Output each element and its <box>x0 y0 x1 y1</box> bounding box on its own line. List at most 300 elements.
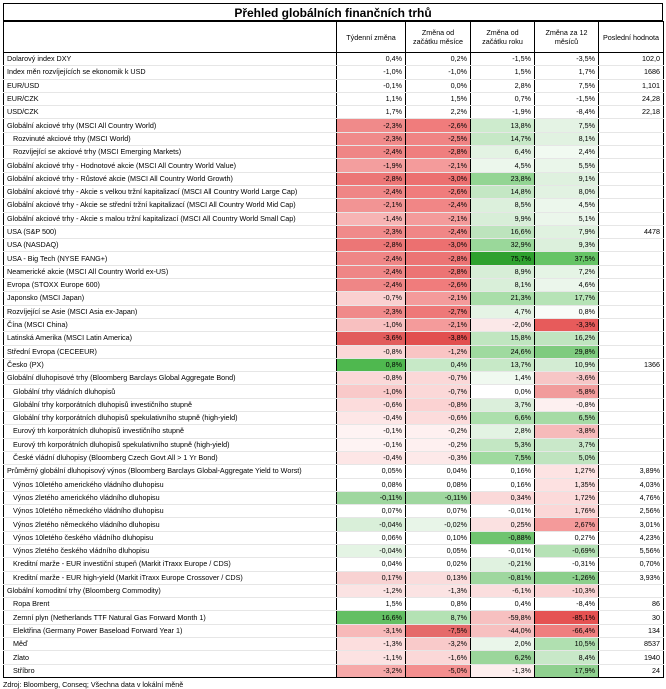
table-row <box>4 478 664 491</box>
value-cell: -0,2% <box>406 438 471 451</box>
value-cell: -2,8% <box>337 239 406 252</box>
value-cell: -1,5% <box>535 92 599 105</box>
row-label: Japonsko (MSCI Japan) <box>4 292 337 305</box>
value-cell: 0,17% <box>337 571 406 584</box>
header-mtd-change: Změna od začátku měsíce <box>406 22 471 53</box>
value-cell: 5,56% <box>599 544 664 557</box>
value-cell: -0,04% <box>337 544 406 557</box>
table-row <box>4 558 664 571</box>
value-cell: 0,05% <box>406 544 471 557</box>
value-cell: -1,26% <box>535 571 599 584</box>
value-cell: 5,5% <box>535 159 599 172</box>
value-cell <box>599 132 664 145</box>
value-cell: -1,4% <box>337 212 406 225</box>
table-row <box>4 518 664 531</box>
value-cell: -2,4% <box>337 252 406 265</box>
value-cell: 0,70% <box>599 558 664 571</box>
value-cell: 16,6% <box>471 225 535 238</box>
value-cell: 7,9% <box>535 225 599 238</box>
value-cell: -0,31% <box>535 558 599 571</box>
value-cell: -5,8% <box>535 385 599 398</box>
value-cell <box>599 252 664 265</box>
value-cell: -0,8% <box>337 345 406 358</box>
value-cell: 32,9% <box>471 239 535 252</box>
value-cell: -0,8% <box>535 398 599 411</box>
value-cell: 3,93% <box>599 571 664 584</box>
value-cell: 0,4% <box>406 358 471 371</box>
value-cell <box>599 119 664 132</box>
value-cell: 23,8% <box>471 172 535 185</box>
value-cell: 24 <box>599 664 664 677</box>
value-cell: 7,2% <box>535 265 599 278</box>
row-label: Globální akciové trhy - Akcie s velkou tržní kapitalizací (MSCI All Country World Large Cap) <box>4 185 337 198</box>
value-cell: 7,5% <box>535 79 599 92</box>
value-cell: -2,1% <box>406 212 471 225</box>
value-cell: -0,01% <box>471 544 535 557</box>
row-label: Elektřina (Germany Power Baseload Forward Year 1) <box>4 624 337 637</box>
value-cell: -1,0% <box>337 66 406 79</box>
value-cell: -2,5% <box>406 132 471 145</box>
value-cell: 37,5% <box>535 252 599 265</box>
value-cell: -2,3% <box>337 305 406 318</box>
value-cell: 30 <box>599 611 664 624</box>
value-cell: 1,76% <box>535 505 599 518</box>
value-cell: 0,4% <box>337 53 406 66</box>
row-label: Globální dluhopisové trhy (Bloomberg Barclays Global Aggregate Bond) <box>4 372 337 385</box>
value-cell: 4,6% <box>535 279 599 292</box>
header-weekly-change: Týdenní změna <box>337 22 406 53</box>
value-cell: 4,23% <box>599 531 664 544</box>
value-cell: 1,27% <box>535 465 599 478</box>
value-cell: -3,8% <box>406 332 471 345</box>
value-cell: 3,89% <box>599 465 664 478</box>
value-cell: 1,5% <box>406 92 471 105</box>
value-cell: -2,6% <box>406 119 471 132</box>
value-cell: 9,1% <box>535 172 599 185</box>
table-row <box>4 465 664 478</box>
value-cell: -2,7% <box>406 305 471 318</box>
value-cell: -1,1% <box>337 651 406 664</box>
value-cell: -8,4% <box>535 106 599 119</box>
value-cell: -2,4% <box>337 279 406 292</box>
row-label: Globální komoditní trhy (Bloomberg Commodity) <box>4 584 337 597</box>
value-cell: -2,3% <box>337 119 406 132</box>
value-cell: 102,0 <box>599 53 664 66</box>
table-row <box>4 332 664 345</box>
row-label: Výnos 2letého amerického vládního dluhopisu <box>4 491 337 504</box>
value-cell: 0,04% <box>406 465 471 478</box>
value-cell: 3,01% <box>599 518 664 531</box>
value-cell: -1,9% <box>471 106 535 119</box>
value-cell: -0,11% <box>337 491 406 504</box>
table-row <box>4 292 664 305</box>
value-cell: -1,3% <box>337 638 406 651</box>
value-cell: 0,25% <box>471 518 535 531</box>
value-cell: -2,8% <box>406 252 471 265</box>
value-cell: 10,5% <box>535 638 599 651</box>
table-row <box>4 119 664 132</box>
value-cell: -1,0% <box>337 385 406 398</box>
table-row <box>4 584 664 597</box>
row-label: Výnos 10letého německého vládního dluhopisu <box>4 505 337 518</box>
row-label: Střední Evropa (CECEEUR) <box>4 345 337 358</box>
value-cell: 8,4% <box>535 651 599 664</box>
value-cell: 0,0% <box>471 385 535 398</box>
value-cell: -7,5% <box>406 624 471 637</box>
value-cell: 4,5% <box>535 199 599 212</box>
value-cell: -5,0% <box>406 664 471 677</box>
table-row <box>4 345 664 358</box>
table-row <box>4 425 664 438</box>
value-cell: -2,4% <box>337 185 406 198</box>
value-cell: 13,7% <box>471 358 535 371</box>
table-row <box>4 66 664 79</box>
value-cell: -2,8% <box>406 265 471 278</box>
value-cell: -3,8% <box>535 425 599 438</box>
value-cell: 8,9% <box>471 265 535 278</box>
value-cell: -6,1% <box>471 584 535 597</box>
row-label: Globální akciové trhy (MSCI All Country World) <box>4 119 337 132</box>
value-cell: -0,81% <box>471 571 535 584</box>
value-cell: 21,3% <box>471 292 535 305</box>
value-cell: 0,16% <box>471 478 535 491</box>
row-label: Rozvinuté akciové trhy (MSCI World) <box>4 132 337 145</box>
value-cell: -3,0% <box>406 239 471 252</box>
value-cell: -1,2% <box>337 584 406 597</box>
value-cell: 14,7% <box>471 132 535 145</box>
value-cell: 1,5% <box>337 598 406 611</box>
header-ytd-change: Změna od začátku roku <box>471 22 535 53</box>
value-cell: -3,2% <box>337 664 406 677</box>
value-cell: 75,7% <box>471 252 535 265</box>
row-label: Kreditní marže - EUR investiční stupeň (Markit iTraxx Europe / CDS) <box>4 558 337 571</box>
row-label: Eurový trh korporátních dluhopisů investičního stupně <box>4 425 337 438</box>
value-cell: 10,9% <box>535 358 599 371</box>
table-row <box>4 53 664 66</box>
value-cell: 8,0% <box>535 185 599 198</box>
value-cell: -0,3% <box>406 451 471 464</box>
value-cell: -2,1% <box>337 199 406 212</box>
table-row <box>4 199 664 212</box>
value-cell: 1,1% <box>337 92 406 105</box>
value-cell: -0,1% <box>337 79 406 92</box>
header-12m-change: Změna za 12 měsíců <box>535 22 599 53</box>
row-label: Globální trhy korporátních dluhopisů spekulativního stupně (high-yield) <box>4 412 337 425</box>
row-label: Výnos 10letého českého vládního dluhopisu <box>4 531 337 544</box>
value-cell: -0,7% <box>406 385 471 398</box>
report-title: Přehled globálních finančních trhů <box>3 3 663 21</box>
value-cell: -2,4% <box>406 225 471 238</box>
value-cell: -0,2% <box>406 425 471 438</box>
value-cell: 2,2% <box>406 106 471 119</box>
value-cell <box>599 199 664 212</box>
row-label: České vládní dluhopisy (Bloomberg Czech Govt All > 1 Yr Bond) <box>4 451 337 464</box>
table-row <box>4 611 664 624</box>
table-row <box>4 638 664 651</box>
value-cell: -0,4% <box>337 451 406 464</box>
table-row <box>4 318 664 331</box>
value-cell: -0,1% <box>337 425 406 438</box>
row-label: USA (S&P 500) <box>4 225 337 238</box>
value-cell: 2,8% <box>471 79 535 92</box>
value-cell: 0,13% <box>406 571 471 584</box>
row-label: Rozvíjející se akciové trhy (MSCI Emerging Markets) <box>4 146 337 159</box>
value-cell: -1,9% <box>337 159 406 172</box>
value-cell: 0,8% <box>337 358 406 371</box>
table-row <box>4 212 664 225</box>
value-cell: -0,21% <box>471 558 535 571</box>
value-cell: -0,11% <box>406 491 471 504</box>
value-cell: 0,34% <box>471 491 535 504</box>
source-note: Zdroj: Bloomberg, Conseq; Všechna data v lokální měně <box>3 679 184 689</box>
table-row <box>4 664 664 677</box>
table-row <box>4 491 664 504</box>
value-cell <box>599 292 664 305</box>
markets-table <box>3 21 664 678</box>
value-cell: 8,7% <box>406 611 471 624</box>
row-label: Výnos 10letého amerického vládního dluhopisu <box>4 478 337 491</box>
value-cell <box>599 172 664 185</box>
value-cell <box>599 425 664 438</box>
row-label: Průměrný globální dluhopisový výnos (Bloomberg Barclays Global-Aggregate Yield to Worst) <box>4 465 337 478</box>
table-row <box>4 358 664 371</box>
row-label: Stříbro <box>4 664 337 677</box>
row-label: Globální akciové trhy - Hodnotové akcie (MSCI All Country World Value) <box>4 159 337 172</box>
row-label: Neamerické akcie (MSCI All Country World ex-US) <box>4 265 337 278</box>
value-cell <box>599 412 664 425</box>
table-row <box>4 571 664 584</box>
value-cell: 1,35% <box>535 478 599 491</box>
value-cell: 0,16% <box>471 465 535 478</box>
row-label: Výnos 2letého českého vládního dluhopisu <box>4 544 337 557</box>
value-cell: -0,69% <box>535 544 599 557</box>
table-row <box>4 79 664 92</box>
value-cell: 0,08% <box>406 478 471 491</box>
row-label: Výnos 2letého německého vládního dluhopisu <box>4 518 337 531</box>
value-cell: 16,6% <box>337 611 406 624</box>
value-cell <box>599 584 664 597</box>
table-row <box>4 225 664 238</box>
value-cell: 17,9% <box>535 664 599 677</box>
table-row <box>4 159 664 172</box>
row-label: Latinská Amerika (MSCI Latin America) <box>4 332 337 345</box>
value-cell: 1,5% <box>471 66 535 79</box>
row-label: Ropa Brent <box>4 598 337 611</box>
value-cell: 0,02% <box>406 558 471 571</box>
value-cell: 8,1% <box>535 132 599 145</box>
value-cell: -0,7% <box>406 372 471 385</box>
value-cell: -3,2% <box>406 638 471 651</box>
value-cell: 1,4% <box>471 372 535 385</box>
value-cell: -2,4% <box>337 146 406 159</box>
table-row <box>4 239 664 252</box>
table-row <box>4 92 664 105</box>
value-cell: 9,9% <box>471 212 535 225</box>
value-cell: 2,0% <box>471 638 535 651</box>
value-cell: 2,8% <box>471 425 535 438</box>
value-cell: -0,8% <box>337 372 406 385</box>
table-row <box>4 598 664 611</box>
value-cell: 15,8% <box>471 332 535 345</box>
value-cell: 7,5% <box>535 119 599 132</box>
table-row <box>4 651 664 664</box>
value-cell: -1,3% <box>406 584 471 597</box>
value-cell: -1,5% <box>471 53 535 66</box>
value-cell: 3,7% <box>535 438 599 451</box>
row-label: Dolarový index DXY <box>4 53 337 66</box>
table-row <box>4 624 664 637</box>
value-cell <box>599 398 664 411</box>
value-cell: 0,27% <box>535 531 599 544</box>
row-label: Globální akciové trhy - Akcie se střední tržní kapitalizací (MSCI All Country World Mid Cap) <box>4 199 337 212</box>
row-label: Rozvíjející se Asie (MSCI Asia ex-Japan) <box>4 305 337 318</box>
report-container <box>3 3 663 689</box>
value-cell: 9,3% <box>535 239 599 252</box>
row-label: Globální akciové trhy - Akcie s malou tržní kapitalizací (MSCI All Country World Small Cap) <box>4 212 337 225</box>
row-label: Globální trhy vládních dluhopisů <box>4 385 337 398</box>
table-row <box>4 106 664 119</box>
value-cell: -2,4% <box>337 265 406 278</box>
row-label: Globální trhy korporátních dluhopisů investičního stupně <box>4 398 337 411</box>
value-cell: 1686 <box>599 66 664 79</box>
value-cell: -44,0% <box>471 624 535 637</box>
value-cell: 86 <box>599 598 664 611</box>
value-cell <box>599 159 664 172</box>
value-cell: -2,3% <box>337 225 406 238</box>
value-cell: 1,7% <box>535 66 599 79</box>
table-row <box>4 544 664 557</box>
row-label: Kreditní marže - EUR high-yield (Markit iTraxx Europe Crossover / CDS) <box>4 571 337 584</box>
table-row <box>4 438 664 451</box>
value-cell: -2,3% <box>337 132 406 145</box>
value-cell <box>599 239 664 252</box>
value-cell: 0,2% <box>406 53 471 66</box>
value-cell: 2,56% <box>599 505 664 518</box>
value-cell: 1940 <box>599 651 664 664</box>
value-cell: 1,101 <box>599 79 664 92</box>
table-row <box>4 451 664 464</box>
row-label: Zemní plyn (Netherlands TTF Natural Gas Forward Month 1) <box>4 611 337 624</box>
value-cell: 5,0% <box>535 451 599 464</box>
value-cell: 4,7% <box>471 305 535 318</box>
value-cell: 0,05% <box>337 465 406 478</box>
row-label: Měď <box>4 638 337 651</box>
value-cell: 1,7% <box>337 106 406 119</box>
value-cell: -1,0% <box>406 66 471 79</box>
table-header-row <box>4 22 664 53</box>
value-cell: 6,2% <box>471 651 535 664</box>
value-cell: 2,4% <box>535 146 599 159</box>
table-row <box>4 132 664 145</box>
value-cell: 0,8% <box>406 598 471 611</box>
value-cell: -2,6% <box>406 185 471 198</box>
table-row <box>4 172 664 185</box>
table-body <box>4 53 664 678</box>
value-cell: -2,1% <box>406 159 471 172</box>
value-cell: -0,01% <box>471 505 535 518</box>
table-row <box>4 505 664 518</box>
table-row <box>4 531 664 544</box>
value-cell: 29,8% <box>535 345 599 358</box>
value-cell: 16,2% <box>535 332 599 345</box>
value-cell: 6,6% <box>471 412 535 425</box>
row-label: Globální akciové trhy - Růstové akcie (MSCI All Country World Growth) <box>4 172 337 185</box>
value-cell <box>599 372 664 385</box>
value-cell: -2,8% <box>406 146 471 159</box>
value-cell: 5,3% <box>471 438 535 451</box>
value-cell: 3,7% <box>471 398 535 411</box>
value-cell: 4,5% <box>471 159 535 172</box>
value-cell: 6,4% <box>471 146 535 159</box>
value-cell: 14,8% <box>471 185 535 198</box>
row-label: Zlato <box>4 651 337 664</box>
row-label: EUR/CZK <box>4 92 337 105</box>
value-cell <box>599 265 664 278</box>
table-row <box>4 398 664 411</box>
value-cell: -3,3% <box>535 318 599 331</box>
value-cell: -0,7% <box>337 292 406 305</box>
value-cell: -3,1% <box>337 624 406 637</box>
row-label: USA - Big Tech (NYSE FANG+) <box>4 252 337 265</box>
value-cell: 24,6% <box>471 345 535 358</box>
value-cell: 0,07% <box>337 505 406 518</box>
row-label: Česko (PX) <box>4 358 337 371</box>
value-cell: 0,04% <box>337 558 406 571</box>
table-row <box>4 305 664 318</box>
value-cell: -0,4% <box>337 412 406 425</box>
value-cell: -3,5% <box>535 53 599 66</box>
value-cell <box>599 185 664 198</box>
row-label: EUR/USD <box>4 79 337 92</box>
value-cell <box>599 451 664 464</box>
value-cell: 1366 <box>599 358 664 371</box>
value-cell: -0,6% <box>406 412 471 425</box>
value-cell: 5,1% <box>535 212 599 225</box>
value-cell: 0,07% <box>406 505 471 518</box>
value-cell <box>599 279 664 292</box>
row-label: Čína (MSCI China) <box>4 318 337 331</box>
table-row <box>4 279 664 292</box>
value-cell: 13,8% <box>471 119 535 132</box>
value-cell: 8,1% <box>471 279 535 292</box>
value-cell: -0,88% <box>471 531 535 544</box>
value-cell: 0,7% <box>471 92 535 105</box>
header-label <box>4 22 337 53</box>
value-cell: 1,72% <box>535 491 599 504</box>
value-cell: 22,18 <box>599 106 664 119</box>
value-cell <box>599 318 664 331</box>
value-cell: -1,6% <box>406 651 471 664</box>
value-cell: -0,6% <box>337 398 406 411</box>
value-cell <box>599 212 664 225</box>
value-cell: -0,02% <box>406 518 471 531</box>
row-label: Eurový trh korporátních dluhopisů spekulativního stupně (high-yield) <box>4 438 337 451</box>
value-cell: -2,6% <box>406 279 471 292</box>
value-cell: -66,4% <box>535 624 599 637</box>
value-cell <box>599 385 664 398</box>
table-row <box>4 372 664 385</box>
value-cell: -0,04% <box>337 518 406 531</box>
value-cell: 0,08% <box>337 478 406 491</box>
value-cell: -85,1% <box>535 611 599 624</box>
value-cell <box>599 332 664 345</box>
value-cell: 17,7% <box>535 292 599 305</box>
row-label: Evropa (STOXX Europe 600) <box>4 279 337 292</box>
row-label: USA (NASDAQ) <box>4 239 337 252</box>
value-cell: -3,0% <box>406 172 471 185</box>
value-cell: 4,76% <box>599 491 664 504</box>
value-cell: 8537 <box>599 638 664 651</box>
